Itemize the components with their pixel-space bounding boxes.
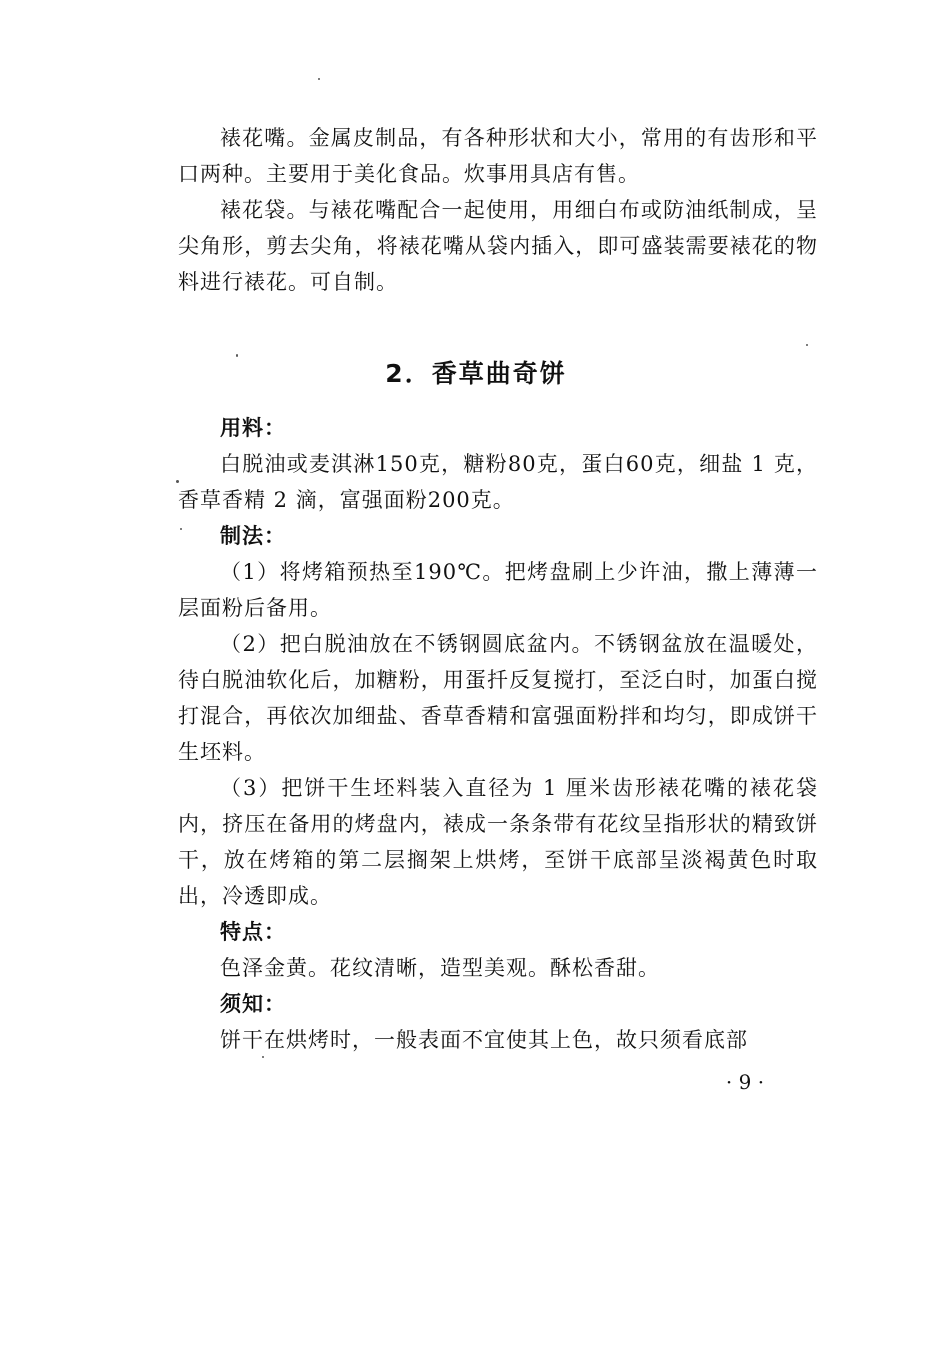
- features-label: 特点：: [220, 919, 286, 944]
- intro-paragraph-piping-bag: 裱花袋。与裱花嘴配合一起使用，用细白布或防油纸制成，呈尖角形，剪去尖角，将裱花嘴从袋内插入，即可盛装需要裱花的物料进行裱花。可自制。: [178, 198, 818, 294]
- method-step-2: （2）把白脱油放在不锈钢圆底盆内。不锈钢盆放在温暖处，待白脱油软化后，加糖粉，用蛋扦反复搅打，至泛白时，加蛋白搅打混合，再依次加细盐、香草香精和富强面粉拌和均匀，即成饼干生坯料。: [178, 632, 818, 764]
- intro-section: [178, 120, 818, 300]
- scan-speck: [176, 480, 179, 483]
- ingredients-text: 白脱油或麦淇淋150克，糖粉80克，蛋白60克，细盐 1 克，香草香精 2 滴，富强面粉200克。: [178, 452, 818, 512]
- ingredients-label: 用料：: [220, 415, 286, 440]
- method-label: 制法：: [220, 523, 286, 548]
- notes-label: 须知：: [220, 991, 286, 1016]
- page-number: · 9 ·: [725, 1070, 765, 1094]
- recipe-title: 2．香草曲奇饼: [385, 359, 567, 388]
- intro-paragraph-piping-tip: 裱花嘴。金属皮制品，有各种形状和大小，常用的有齿形和平口两种。主要用于美化食品。炊事用具店有售。: [178, 126, 818, 186]
- notes-text: 饼干在烘烤时，一般表面不宜使其上色，故只须看底部: [220, 1028, 748, 1052]
- method-step-1: （1）将烤箱预热至190℃。把烤盘刷上少许油，撒上薄薄一层面粉后备用。: [178, 560, 818, 620]
- scan-speck: [318, 78, 320, 80]
- scan-speck: [236, 354, 238, 357]
- recipe-body: [178, 410, 818, 1058]
- scan-speck: [262, 1056, 264, 1058]
- scan-speck: [180, 528, 182, 530]
- method-step-3: （3）把饼干生坯料装入直径为 1 厘米齿形裱花嘴的裱花袋内，挤压在备用的烤盘内，裱成一条条带有花纹呈指形状的精致饼干，放在烤箱的第二层搁架上烘烤，至饼干底部呈淡褐黄色时取出，冷透即成。: [178, 776, 818, 908]
- scan-speck: [806, 344, 808, 346]
- features-text: 色泽金黄。花纹清晰，造型美观。酥松香甜。: [220, 956, 660, 980]
